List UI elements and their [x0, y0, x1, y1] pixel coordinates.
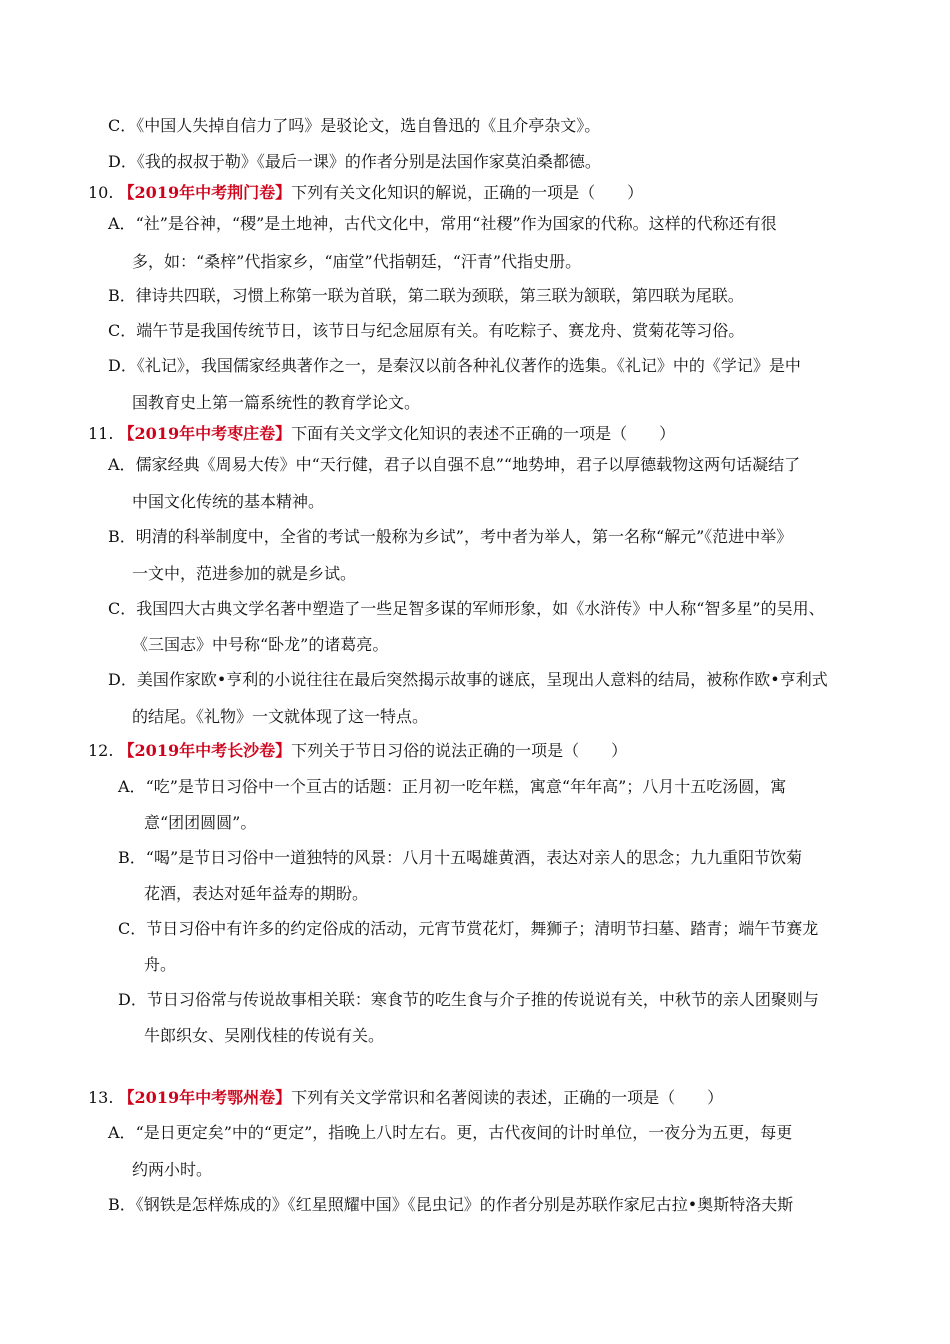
option-label: C． [108, 321, 137, 340]
q12-option-b [118, 847, 802, 869]
question-number: 11. [88, 424, 114, 443]
option-label: A． [108, 1123, 136, 1142]
prev-option-c [108, 115, 600, 137]
option-label: D． [108, 356, 137, 375]
option-text: 《钢铁是怎样炼成的》《红星照耀中国》《昆虫记》的作者分别是苏联作家尼古拉•奥斯特洛夫斯 [135, 1195, 794, 1214]
option-text: 《礼记》，我国儒家经典著作之一，是秦汉以前各种礼仪著作的选集。《礼记》中的《学记》是中 [136, 356, 801, 375]
option-text: 我国四大古典文学名著中塑造了一些足智多谋的军师形象，如《水浒传》中人称“智多星”的吴用、 [136, 599, 825, 618]
q12-option-b-cont [144, 883, 368, 905]
q12-option-a-cont [144, 812, 256, 834]
option-label: C． [118, 919, 147, 938]
question-stem: 下列有关文学常识和名著阅读的表述，正确的一项是（ ） [291, 1088, 724, 1107]
question-stem: 下列有关文化知识的解说，正确的一项是（ ） [291, 183, 644, 202]
q10-option-a [108, 213, 777, 235]
option-text-cont: 舟。 [144, 955, 177, 974]
option-text: 节日习俗常与传说故事相关联：寒食节的吃生食与介子推的传说说有关，中秋节的亲人团聚则与 [146, 990, 819, 1009]
option-text-cont: 国教育史上第一篇系统性的教育学论文。 [132, 393, 421, 412]
option-text-cont: 花酒，表达对延年益寿的期盼。 [144, 884, 369, 903]
q13-option-b [108, 1194, 793, 1216]
option-text-cont: 约两小时。 [132, 1160, 213, 1179]
option-label: C． [108, 599, 137, 618]
q11-option-b [108, 526, 792, 548]
option-label: D． [108, 152, 137, 171]
option-text-cont: 《三国志》中号称“卧龙”的诸葛亮。 [132, 635, 389, 654]
q10-option-a-cont [132, 251, 581, 273]
question-source: 【2019年中考枣庄卷】 [118, 424, 292, 443]
option-label: D． [118, 990, 147, 1009]
option-label: B． [108, 527, 136, 546]
q13-option-a [108, 1122, 792, 1144]
question-stem: 下列关于节日习俗的说法正确的一项是（ ） [291, 741, 628, 760]
option-text: “喝”是节日习俗中一道独特的风景：八月十五喝雄黄酒，表达对亲人的思念；九九重阳节饮菊 [145, 848, 803, 867]
q11-option-d [108, 669, 828, 691]
option-label: A． [108, 455, 136, 474]
question-number: 13. [88, 1088, 114, 1107]
q10-option-d [108, 355, 801, 377]
q10-option-d-cont [132, 392, 420, 414]
q10-option-c [108, 320, 744, 342]
option-text-cont: 意“团团圆圆”。 [144, 813, 257, 832]
option-text-cont: 牛郎织女、吴刚伐桂的传说有关。 [144, 1026, 385, 1045]
option-text: 《我的叔叔于勒》《最后一课》的作者分别是法国作家莫泊桑都德。 [136, 152, 601, 171]
question-11-header [88, 423, 675, 445]
option-text: “社”是谷神，“稷”是土地神，古代文化中，常用“社稷”作为国家的代称。这样的代称还有很 [135, 214, 777, 233]
q12-option-d-cont [144, 1025, 384, 1047]
question-number: 10. [88, 183, 114, 202]
q13-option-a-cont [132, 1159, 212, 1181]
option-text-cont: 多，如：“桑梓”代指家乡，“庙堂”代指朝廷，“汗青”代指史册。 [132, 252, 582, 271]
question-source: 【2019年中考荆门卷】 [118, 183, 292, 202]
q11-option-d-cont [132, 706, 428, 728]
q10-option-b [108, 285, 744, 307]
option-text: 律诗共四联，习惯上称第一联为首联，第二联为颈联，第三联为颔联，第四联为尾联。 [135, 286, 744, 305]
option-label: D． [108, 670, 137, 689]
option-label: B． [118, 848, 146, 867]
option-label: B． [108, 286, 136, 305]
option-label: B． [108, 1195, 136, 1214]
question-10-header [88, 182, 643, 204]
question-stem: 下面有关文学文化知识的表述不正确的一项是（ ） [291, 424, 676, 443]
option-label: C． [108, 116, 137, 135]
question-12-header [88, 740, 627, 762]
option-text-cont: 中国文化传统的基本精神。 [132, 492, 325, 511]
q12-option-d [118, 989, 819, 1011]
option-text: 《中国人失掉自信力了吗》是驳论文，选自鲁迅的《且介亭杂文》。 [136, 116, 601, 135]
q12-option-c-cont [144, 954, 176, 976]
option-text: 端午节是我国传统节日，该节日与纪念屈原有关。有吃粽子、赛龙舟、赏菊花等习俗。 [136, 321, 745, 340]
question-number: 12. [88, 741, 114, 760]
question-source: 【2019年中考鄂州卷】 [118, 1088, 292, 1107]
q11-option-a-cont [132, 491, 324, 513]
prev-option-d [108, 151, 601, 173]
option-text: “吃”是节日习俗中一个亘古的话题：正月初一吃年糕，寓意“年年高”；八月十五吃汤圆，寓 [145, 777, 787, 796]
option-text: 节日习俗中有许多的约定俗成的活动，元宵节赏花灯，舞狮子；清明节扫墓、踏青；端午节赛龙 [146, 919, 819, 938]
q11-option-b-cont [132, 563, 356, 585]
q11-option-c [108, 598, 825, 620]
q11-option-c-cont [132, 634, 388, 656]
q11-option-a [108, 454, 800, 476]
option-label: A． [108, 214, 136, 233]
option-text-cont: 的结尾。《礼物》一文就体现了这一特点。 [132, 707, 429, 726]
q12-option-a [118, 776, 786, 798]
option-text: 明清的科举制度中，全省的考试一般称为乡试”，考中者为举人，第一名称“解元”《范进中举》 [135, 527, 793, 546]
option-text: 儒家经典《周易大传》中“天行健，君子以自强不息”“地势坤，君子以厚德载物这两句话凝结了 [135, 455, 801, 474]
option-label: A． [118, 777, 146, 796]
option-text: 美国作家欧•亨利的小说往往在最后突然揭示故事的谜底，呈现出人意料的结局，被称作欧•亨利式 [136, 670, 828, 689]
option-text: “是日更定矣”中的“更定”，指晚上八时左右。更，古代夜间的计时单位，一夜分为五更，每更 [135, 1123, 793, 1142]
q12-option-c [118, 918, 818, 940]
question-source: 【2019年中考长沙卷】 [118, 741, 292, 760]
option-text-cont: 一文中，范进参加的就是乡试。 [132, 564, 357, 583]
question-13-header [88, 1087, 723, 1109]
